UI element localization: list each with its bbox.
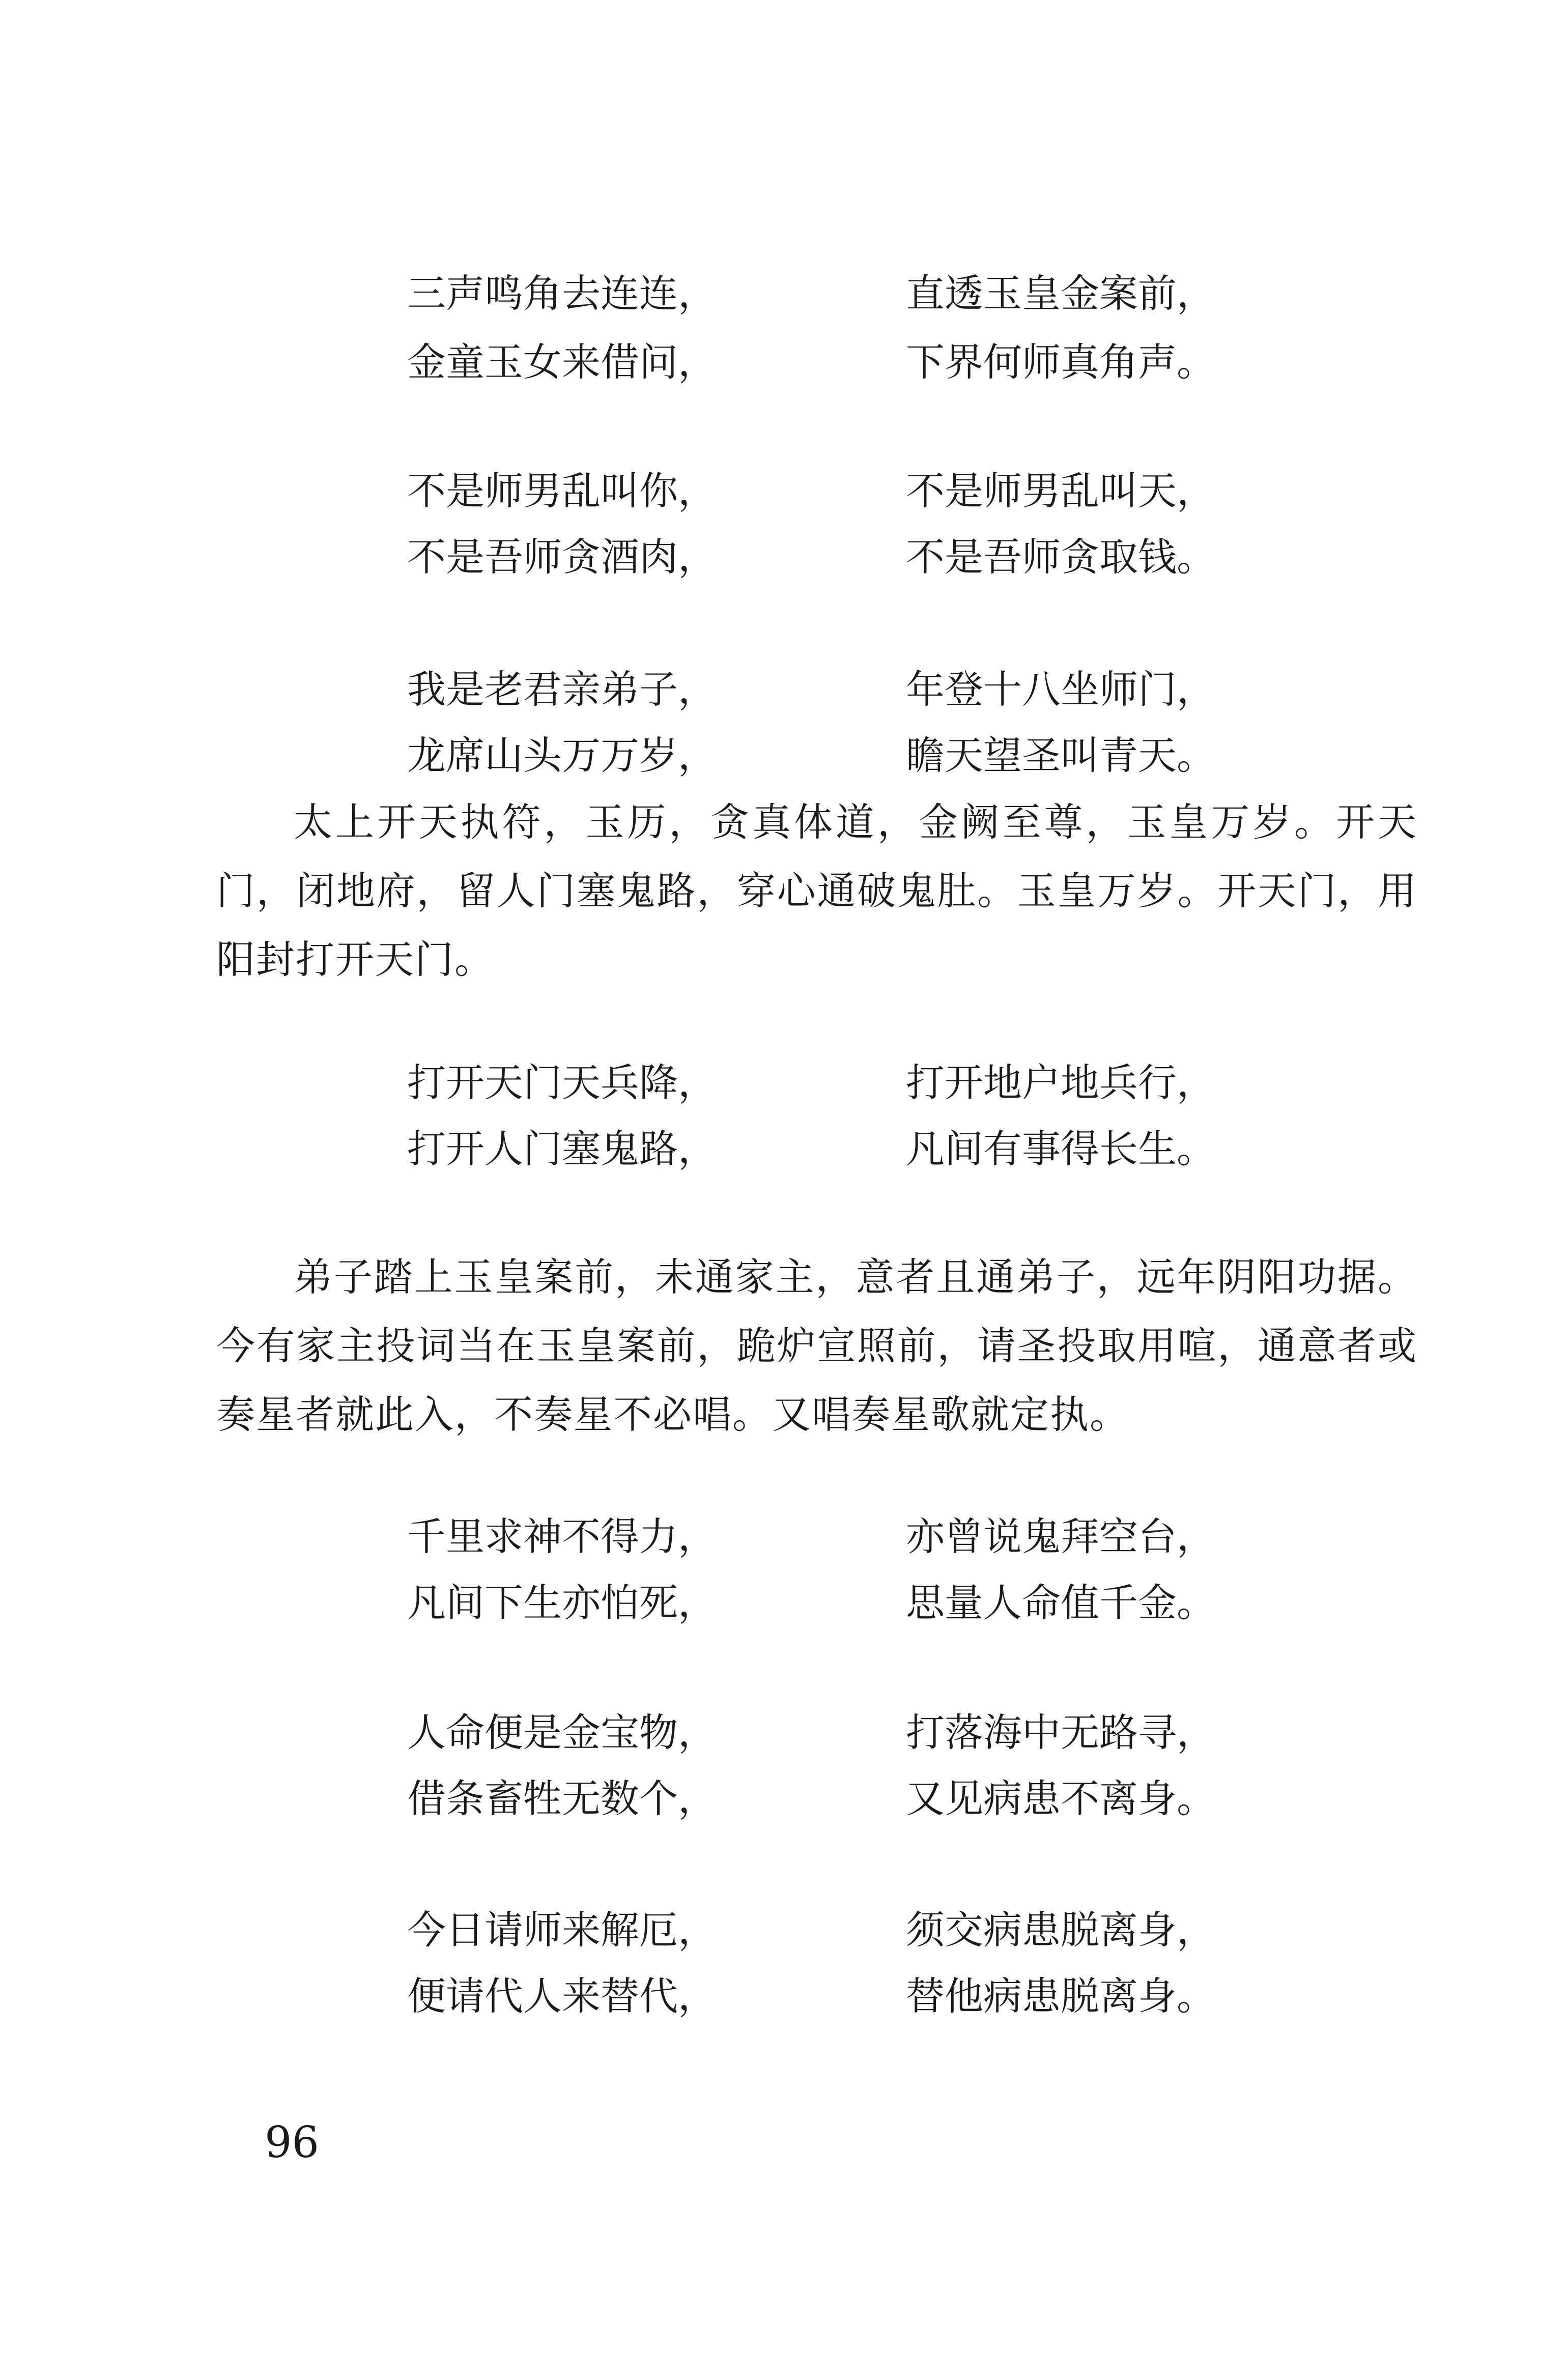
verse-left-half: 千里求神不得力， (407, 1514, 717, 1559)
verse-right-half: 替他病患脱离身。 (906, 1973, 1215, 2019)
verse-line (407, 461, 1425, 522)
verse-right-half: 打落海中无路寻， (906, 1710, 1215, 1755)
verse-left-half: 三声鸣角去连连， (407, 271, 717, 316)
prose-paragraph: 太上开天执符，玉历，贪真体道，金阙至尊，玉皇万岁。开天门，闭地府，留人门塞鬼路，穿心通破鬼肚。玉皇万岁。开天门，用阳封打开天门。 (216, 799, 1417, 982)
page-number: 96 (265, 2117, 319, 2167)
prose-paragraph: 弟子踏上玉皇案前，未通家主，意者且通弟子，远年阴阳功据。今有家主投词当在玉皇案前，跪炉宣照前，请圣投取用喧，通意者或奏星者就此入，不奏星不必唱。又唱奏星歌就定执。 (216, 1254, 1417, 1437)
verse-line (407, 1966, 1425, 2027)
verse-left-half: 我是老君亲弟子， (407, 667, 717, 712)
verse-left-half: 打开天门天兵降， (407, 1060, 717, 1105)
verse-line (407, 1900, 1425, 1961)
verse-right-half: 不是师男乱叫天， (906, 468, 1215, 513)
verse-right-half: 须交病患脱离身， (906, 1907, 1215, 1953)
verse-line (407, 659, 1425, 720)
verse-line (407, 1702, 1425, 1763)
verse-right-half: 亦曾说鬼拜空台， (906, 1514, 1215, 1559)
verse-left-half: 打开人门塞鬼路， (407, 1126, 717, 1171)
verse-line (407, 527, 1425, 588)
verse-line (407, 725, 1425, 786)
verse-right-half: 思量人命值千金。 (906, 1580, 1215, 1625)
verse-left-half: 金童玉女来借问， (407, 339, 717, 385)
verse-line (407, 1119, 1425, 1180)
verse-left-half: 不是师男乱叫你， (407, 468, 717, 513)
verse-right-half: 不是吾师贪取钱。 (906, 534, 1215, 580)
verse-line (407, 1768, 1425, 1829)
verse-left-half: 龙席山头万万岁， (407, 733, 717, 778)
verse-left-half: 便请代人来替代， (407, 1973, 717, 2019)
verse-right-half: 下界何师真角声。 (906, 339, 1215, 385)
verse-line (407, 263, 1425, 324)
verse-right-half: 年登十八坐师门， (906, 667, 1215, 712)
verse-line (407, 1572, 1425, 1633)
verse-line (407, 1506, 1425, 1567)
verse-line (407, 332, 1425, 393)
verse-right-half: 又见病患不离身。 (906, 1776, 1215, 1821)
verse-left-half: 不是吾师贪酒肉， (407, 534, 717, 580)
verse-left-half: 借条畜牲无数个， (407, 1776, 717, 1821)
verse-left-half: 今日请师来解厄， (407, 1907, 717, 1953)
verse-right-half: 凡间有事得长生。 (906, 1126, 1215, 1171)
verse-right-half: 直透玉皇金案前， (906, 271, 1215, 316)
verse-left-half: 人命便是金宝物， (407, 1710, 717, 1755)
verse-line (407, 1052, 1425, 1113)
verse-right-half: 瞻天望圣叫青天。 (906, 733, 1215, 778)
verse-left-half: 凡间下生亦怕死， (407, 1580, 717, 1625)
verse-right-half: 打开地户地兵行， (906, 1060, 1215, 1105)
